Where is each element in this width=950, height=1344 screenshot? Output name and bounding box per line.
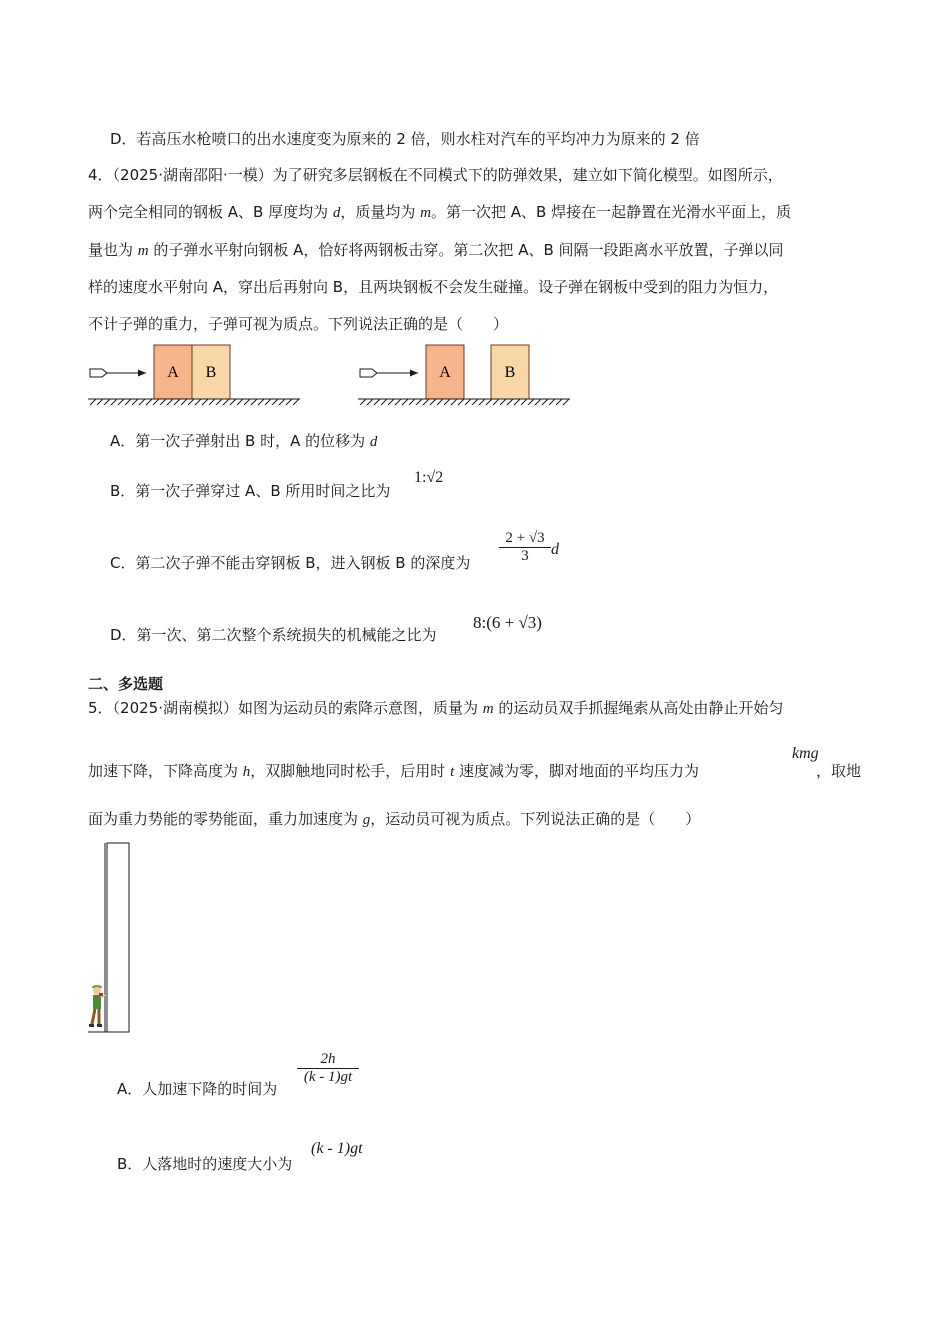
q4-text-2c: 。第一次把 A、B 焊接在一起静置在光滑水平面上，质 [430,203,792,221]
option-c-text: C．第二次子弹不能击穿钢板 B，进入钢板 B 的深度为 [110,554,471,572]
hatch-mark [549,399,555,405]
q4-figure-1 [88,342,308,412]
plate-a-label: A [439,364,451,381]
hatch-mark [437,399,443,405]
hatch-mark [209,399,215,405]
fraction-numerator: 2 + √3 [505,530,545,546]
hatch-mark [90,399,96,405]
q5-option-b [117,1154,292,1174]
hatch-mark [230,399,236,405]
hatch-mark [286,399,292,405]
hatch-mark [202,399,208,405]
hatch-mark [535,399,541,405]
hatch-mark [514,399,520,405]
var-m: m [420,205,431,221]
hatch-mark [409,399,415,405]
hatch-mark [416,399,422,405]
hatch-mark [423,399,429,405]
q5-text-3a: 面为重力势能的零势能面，重力加速度为 [88,810,363,828]
bullet-icon [90,369,146,377]
hatch-mark [367,399,373,405]
option-b-text: B．人落地时的速度大小为 [117,1155,293,1173]
fraction-denominator: (k - 1)gt [303,1069,353,1085]
q5-text-2b: ，双脚触地同时松手，后用时 [250,762,451,780]
hatch-mark [451,399,457,405]
q5-text-1b: 的运动员双手抓握绳索从高处由静止开始匀 [493,699,784,717]
hatch-mark [111,399,117,405]
hatch-mark [542,399,548,405]
hatch-mark [402,399,408,405]
hatch-mark [444,399,450,405]
var-h: h [242,764,251,780]
hatch-mark [528,399,534,405]
hatch-mark [279,399,285,405]
q4-text-3a: 量也为 [88,241,138,259]
option-b-text: B．第一次子弹穿过 A、B 所用时间之比为 [110,482,391,500]
q4-text-2b: ，质量均为 [340,203,421,221]
hatch-mark [216,399,222,405]
q4-line-3 [88,240,784,261]
hatch-mark [195,399,201,405]
q5-number: 5． [88,699,113,717]
q5-line-1 [88,698,783,719]
q4-text-3b: 的子弹水平射向钢板 A，恰好将两钢板击穿。第二次把 A、B 间隔一段距离水平放置，子弹以同 [148,241,784,259]
hatch-mark [174,399,180,405]
q4-option-c-var: d [551,541,559,558]
section-title: 二、多选题 [88,675,164,693]
q4-option-a [110,431,377,452]
q4-text-2a: 两个完全相同的钢板 A、B 厚度均为 [88,203,333,221]
var-d: d [369,434,378,450]
q5-source: （2025·湖南模拟） [112,699,238,717]
var-m: m [137,243,149,259]
hatch-mark [146,399,152,405]
plate-a-label: A [167,364,179,381]
q4-line-5: 不计子弹的重力，子弹可视为质点。下列说法正确的是（ ） [88,315,509,333]
hatch-mark [521,399,527,405]
hatch-mark [430,399,436,405]
option-a-text: A．第一次子弹射出 B 时，A 的位移为 [110,432,370,450]
hatch-mark [139,399,145,405]
q4-source: （2025·湖南邵阳·一模） [112,166,273,184]
q4-line-4: 样的速度水平射向 A，穿出后再射向 B，且两块钢板不会发生碰撞。设子弹在钢板中受到的阻力为恒力， [88,278,779,296]
q4-option-b [110,481,390,501]
hatch-mark [472,399,478,405]
hatch-mark [388,399,394,405]
hatch-mark [486,399,492,405]
q5-figure [86,840,146,1040]
climber-icon [89,985,105,1027]
q5-text-3b: ，运动员可视为质点。下列说法正确的是（ ） [370,810,701,828]
hatch-mark [223,399,229,405]
hatch-mark [181,399,187,405]
plate-b-label: B [205,364,217,381]
q4-option-d [110,625,437,645]
hatch-mark [97,399,103,405]
q5-text-1a: 如图为运动员的索降示意图，质量为 [238,699,483,717]
hatch-mark [465,399,471,405]
ground-hatch [90,399,299,405]
hatch-mark [507,399,513,405]
ground-hatch [360,399,569,405]
hatch-mark [188,399,194,405]
var-m: m [482,701,494,717]
hatch-mark [293,399,299,405]
bullet-icon [360,369,418,377]
q4-number: 4． [88,166,113,184]
var-t: t [450,764,455,780]
hatch-mark [167,399,173,405]
q4-figure-2 [358,342,578,412]
fraction-denominator: 3 [521,548,529,564]
hatch-mark [251,399,257,405]
plate-b-label: B [504,364,516,381]
q5-text-2c: 速度减为零，脚对地面的平均压力为 [454,762,700,780]
var-g: g [362,812,371,828]
q5-option-b-math: (k - 1)gt [311,1140,363,1157]
q4-option-c-fraction [499,530,551,565]
hatch-mark [244,399,250,405]
hatch-mark [132,399,138,405]
hatch-mark [153,399,159,405]
q5-kmg: kmg [792,745,819,762]
hatch-mark [458,399,464,405]
hatch-mark [237,399,243,405]
q5-line-2-tail: ，取地 [816,762,862,780]
q4-text-1: 为了研究多层钢板在不同模式下的防弹效果，建立如下简化模型。如图所示， [272,166,783,184]
hatch-mark [125,399,131,405]
hatch-mark [104,399,110,405]
option-d-text: D．第一次、第二次整个系统损失的机械能之比为 [110,626,437,644]
hatch-mark [374,399,380,405]
hatch-mark [563,399,569,405]
hatch-mark [381,399,387,405]
q5-text-2a: 加速下降，下降高度为 [88,762,243,780]
hatch-mark [258,399,264,405]
hatch-mark [272,399,278,405]
hatch-mark [500,399,506,405]
hatch-mark [556,399,562,405]
hatch-mark [360,399,366,405]
option-a-text: A．人加速下降的时间为 [117,1080,278,1098]
q3-option-d: D．若高压水枪喷口的出水速度变为原来的 2 倍，则水柱对汽车的平均冲力为原来的 2 倍 [110,130,700,148]
q4-line-1 [88,165,783,185]
q4-line-2 [88,202,791,223]
q5-option-a [117,1079,277,1099]
hatch-mark [160,399,166,405]
q5-line-2 [88,761,699,782]
q5-line-3 [88,809,700,830]
hatch-mark [265,399,271,405]
q5-option-a-fraction [297,1051,359,1086]
hatch-mark [493,399,499,405]
hatch-mark [395,399,401,405]
hatch-mark [118,399,124,405]
var-d: d [332,205,341,221]
q4-option-d-math: 8:(6 + √3) [473,613,542,632]
tower-outline [107,843,129,1032]
q4-option-c [110,553,470,573]
hatch-mark [479,399,485,405]
fraction-numerator: 2h [320,1051,336,1067]
q4-option-b-math: 1:√2 [414,469,444,486]
